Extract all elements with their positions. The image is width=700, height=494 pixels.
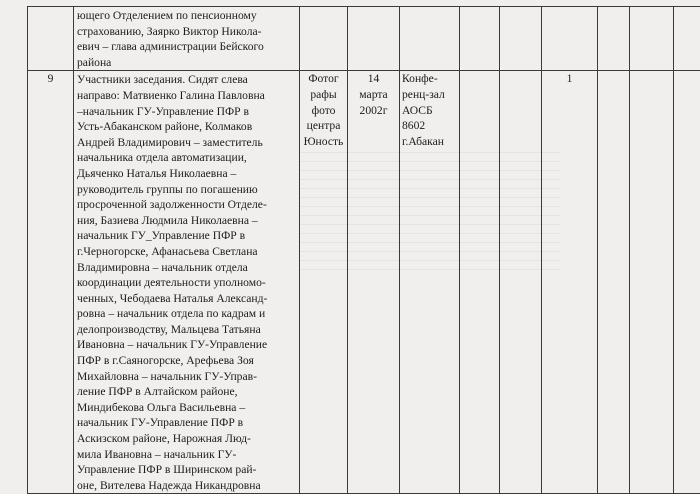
description-line: ния, Базиева Людмила Николаевна – <box>77 213 297 229</box>
description-line: евич – глава администрации Бейского <box>77 39 297 55</box>
empty-cell <box>630 71 674 494</box>
description-line: ление ПФР в Алтайском районе, <box>77 384 297 400</box>
empty-cell <box>598 71 630 494</box>
description-line: просроченной задолженности Отделе- <box>77 197 297 213</box>
description-line: мила Ивановна – начальник ГУ- <box>77 447 297 463</box>
description-line: Аскизском районе, Нарожная Люд- <box>77 431 297 447</box>
description-line: ровна – начальник отдела по кадрам и <box>77 306 297 322</box>
type-line: Юность <box>300 134 347 150</box>
date-cell <box>348 71 400 494</box>
date-line: 2002г <box>348 103 399 119</box>
description-line: ченных, Чебодаева Наталья Александ- <box>77 291 297 307</box>
description-line: Усть-Абаканском районе, Колмаков <box>77 119 297 135</box>
description-line: начальник ГУ-Управление ПФР в <box>77 415 297 431</box>
empty-cell <box>674 71 700 494</box>
photo-inventory-table <box>27 6 700 494</box>
description-line: координации деятельности уполномо- <box>77 275 297 291</box>
description-line: Владимировна – начальник отдела <box>77 260 297 276</box>
empty-cell <box>500 7 542 71</box>
type-line: фото <box>300 103 347 119</box>
description-line: Ивановна – начальник ГУ-Управление <box>77 337 297 353</box>
place-cell <box>400 71 460 494</box>
table-row <box>28 71 700 494</box>
count-cell: 1 <box>542 71 598 494</box>
empty-cell <box>500 71 542 494</box>
description-line: ющего Отделением по пенсионному <box>77 8 297 24</box>
empty-cell <box>598 7 630 71</box>
type-line: центра <box>300 118 347 134</box>
description-line: Дьяченко Наталья Николаевна – <box>77 166 297 182</box>
row-number: 9 <box>28 71 74 494</box>
empty-cell <box>630 7 674 71</box>
description-line: ПФР в г.Саяногорске, Арефьева Зоя <box>77 353 297 369</box>
description-line: Михайловна – начальник ГУ-Управ- <box>77 369 297 385</box>
description-line: начальник ГУ_Управление ПФР в <box>77 228 297 244</box>
description-line: оне, Вителева Надежда Никандровна <box>77 478 297 494</box>
type-cell <box>300 7 348 71</box>
description-line: делопроизводству, Мальцева Татьяна <box>77 322 297 338</box>
date-line: марта <box>348 87 399 103</box>
description-line: руководитель группы по погашению <box>77 182 297 198</box>
description-line: –начальник ГУ-Управление ПФР в <box>77 104 297 120</box>
place-line: Конфе- <box>400 71 459 87</box>
description-line: района <box>77 55 297 71</box>
table-row <box>28 7 700 71</box>
row-description <box>74 71 300 494</box>
type-cell <box>300 71 348 494</box>
place-line: 8602 <box>400 118 459 134</box>
row-description <box>74 7 300 71</box>
type-line: рафы <box>300 87 347 103</box>
description-line: направо: Матвиенко Галина Павловна <box>77 88 297 104</box>
description-line: Участники заседания. Сидят слева <box>77 72 297 88</box>
description-line: Андрей Владимирович – заместитель <box>77 135 297 151</box>
place-cell <box>400 7 460 71</box>
description-line: начальника отдела автоматизации, <box>77 150 297 166</box>
description-line: Миндибекова Ольга Васильевна – <box>77 400 297 416</box>
description-line: г.Черногорске, Афанасьева Светлана <box>77 244 297 260</box>
place-line: г.Абакан <box>400 134 459 150</box>
row-number <box>28 7 74 71</box>
description-line: Управление ПФР в Ширинском рай- <box>77 462 297 478</box>
date-cell <box>348 7 400 71</box>
place-line: ренц-зал <box>400 87 459 103</box>
place-line: АОСБ <box>400 103 459 119</box>
date-line: 14 <box>348 71 399 87</box>
count-cell <box>542 7 598 71</box>
empty-cell <box>674 7 700 71</box>
type-line: Фотог <box>300 71 347 87</box>
empty-cell <box>460 71 500 494</box>
description-line: страхованию, Заярко Виктор Никола- <box>77 24 297 40</box>
empty-cell <box>460 7 500 71</box>
